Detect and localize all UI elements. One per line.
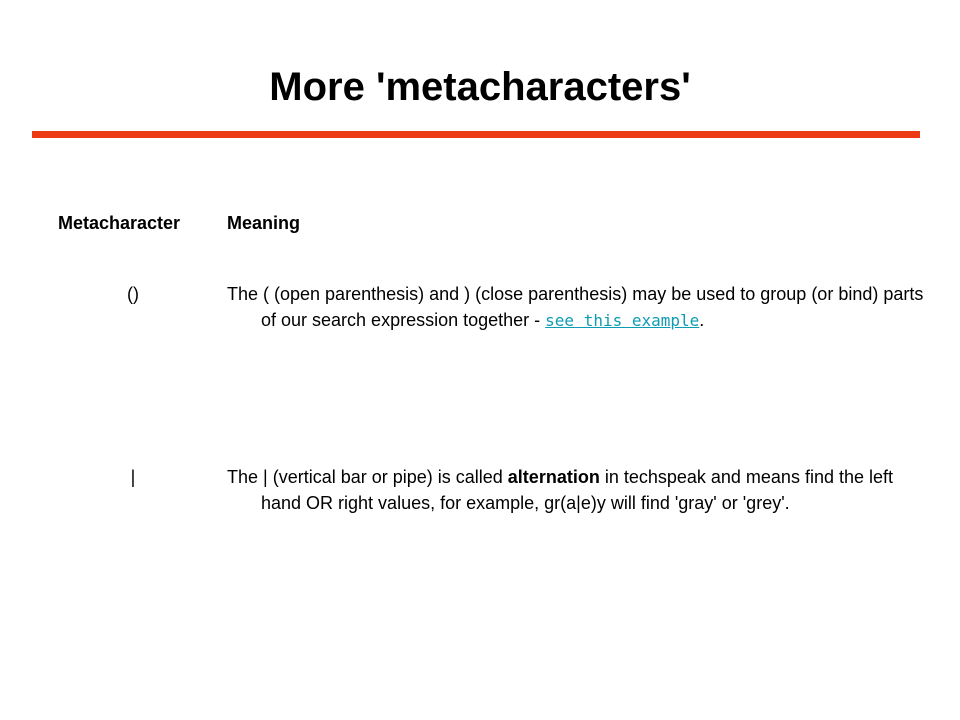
column-header-metacharacter: Metacharacter — [58, 213, 181, 233]
metacharacter-symbol: | — [130, 467, 136, 487]
meaning-text: The ( (open parenthesis) and ) (close parenthesis) may be used to group (or bind) parts of our search expression together - — [227, 284, 924, 330]
column-header-meaning: Meaning — [227, 213, 301, 233]
title-divider — [32, 131, 920, 138]
page-title: More 'metacharacters' — [269, 65, 691, 109]
meaning-text-end: in techspeak and means find the left hand OR right values, for example, gr(a|e)y will find 'gray' or 'grey'. — [261, 467, 893, 513]
meaning-text: The | (vertical bar or pipe) is called — [227, 467, 508, 487]
metacharacter-meaning — [227, 464, 926, 516]
meaning-text-end: . — [699, 310, 705, 330]
metacharacter-meaning — [227, 281, 926, 334]
see-example-link[interactable]: see this example — [545, 311, 700, 330]
bold-term: alternation — [507, 467, 600, 487]
metacharacter-symbol: () — [127, 284, 139, 304]
